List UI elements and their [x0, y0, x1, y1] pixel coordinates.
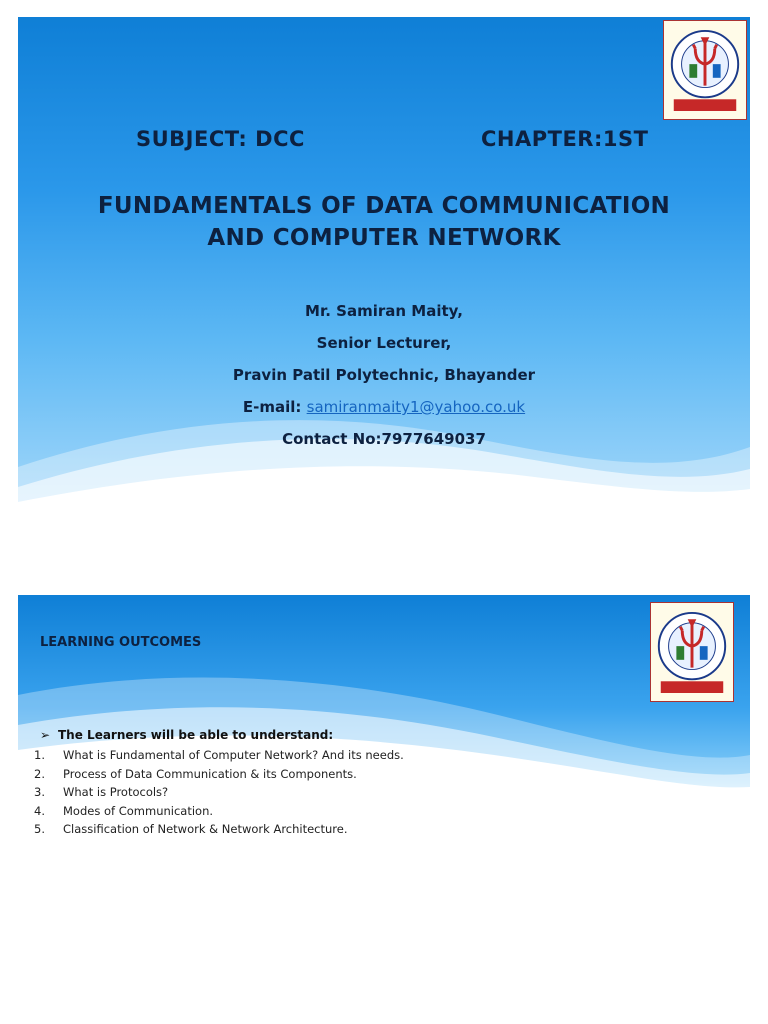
- item-number: 5.: [34, 822, 45, 836]
- list-item: [34, 765, 404, 784]
- item-number: 4.: [34, 803, 45, 818]
- email-label: E-mail:: [242, 398, 307, 416]
- list-item: [34, 820, 404, 839]
- list-item: [34, 802, 404, 821]
- arrow-bullet-icon: ➢: [40, 728, 51, 742]
- title-line-2: AND COMPUTER NETWORK: [207, 225, 561, 251]
- item-number: 2.: [34, 766, 45, 781]
- item-text: Modes of Communication.: [63, 803, 214, 818]
- list-item: [34, 783, 404, 802]
- author-institute: Pravin Patil Polytechnic, Bhayander: [232, 366, 536, 384]
- title-slide: [18, 17, 750, 515]
- outcomes-intro: [40, 728, 333, 742]
- institution-logo: [650, 602, 734, 702]
- list-item: [34, 746, 404, 765]
- trident-emblem-icon: [651, 603, 733, 701]
- item-text: Classification of Network & Network Architecture.: [63, 822, 348, 836]
- email-link[interactable]: samiranmaity1@yahoo.co.uk: [306, 398, 526, 416]
- contact-number: Contact No:7977649037: [282, 430, 486, 448]
- subject-label: SUBJECT: DCC: [136, 127, 305, 151]
- chapter-label: CHAPTER:1ST: [481, 127, 649, 151]
- email-row: [18, 391, 750, 423]
- slide-title: [18, 190, 750, 254]
- item-number: 1.: [34, 748, 45, 762]
- institution-logo: [663, 20, 747, 120]
- trident-emblem-icon: [664, 21, 746, 119]
- item-text: What is Protocols?: [63, 785, 169, 799]
- learning-outcomes-slide: [18, 595, 750, 998]
- item-text: What is Fundamental of Computer Network? And its needs.: [63, 748, 404, 762]
- item-text: Process of Data Communication & its Components.: [63, 766, 357, 781]
- author-designation: Senior Lecturer,: [316, 334, 452, 352]
- learning-outcomes-heading: LEARNING OUTCOMES: [40, 635, 202, 650]
- author-info: [18, 295, 750, 455]
- item-number: 3.: [34, 785, 45, 799]
- author-name: Mr. Samiran Maity,: [305, 302, 463, 320]
- intro-text: The Learners will be able to understand:: [58, 728, 334, 742]
- outcomes-list: [34, 746, 404, 839]
- title-line-1: FUNDAMENTALS OF DATA COMMUNICATION: [97, 193, 671, 219]
